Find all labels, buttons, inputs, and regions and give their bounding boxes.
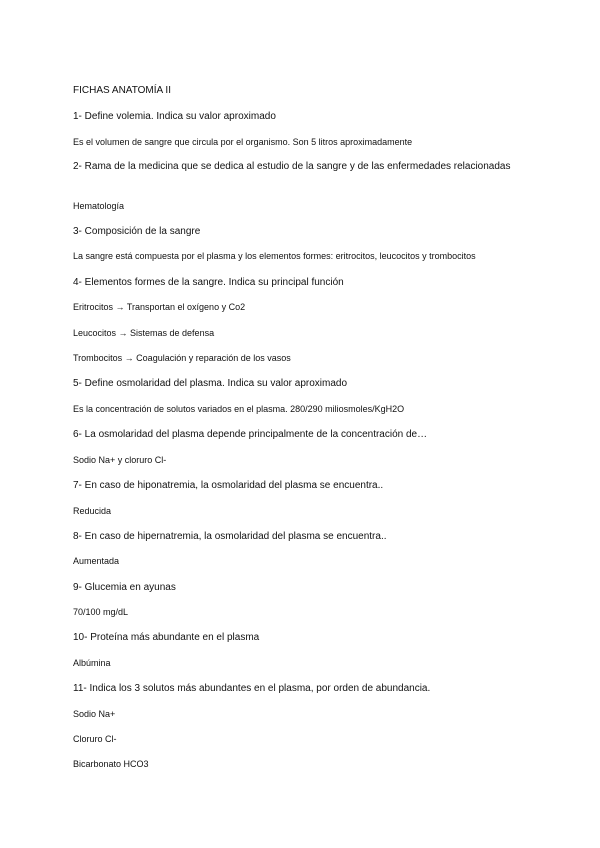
- question-9: 9- Glucemia en ayunas: [73, 582, 176, 593]
- answer-10: Albúmina: [73, 658, 111, 668]
- answer-6: Sodio Na+ y cloruro Cl-: [73, 455, 167, 465]
- question-8: 8- En caso de hipernatremia, la osmolaridad del plasma se encuentra..: [73, 531, 387, 542]
- answer-4-trombocitos: Trombocitos → Coagulación y reparación de los vasos: [73, 353, 291, 363]
- question-10: 10- Proteína más abundante en el plasma: [73, 632, 260, 643]
- question-7: 7- En caso de hiponatremia, la osmolaridad del plasma se encuentra..: [73, 480, 384, 491]
- document-title: FICHAS ANATOMÍA II: [73, 85, 171, 96]
- answer-11-cloruro: Cloruro Cl-: [73, 734, 117, 744]
- answer-11-bicarbonato: Bicarbonato HCO3: [73, 759, 149, 769]
- question-4: 4- Elementos formes de la sangre. Indica su principal función: [73, 277, 344, 288]
- answer-4-leucocitos: Leucocitos → Sistemas de defensa: [73, 328, 215, 338]
- answer-3: La sangre está compuesta por el plasma y los elementos formes: eritrocitos, leucocitos y trombocitos: [73, 251, 476, 261]
- answer-2: Hematología: [73, 201, 125, 211]
- answer-5: Es la concentración de solutos variados en el plasma. 280/290 miliosmoles/KgH2O: [73, 404, 405, 414]
- question-5: 5- Define osmolaridad del plasma. Indica su valor aproximado: [73, 378, 348, 389]
- answer-8: Aumentada: [73, 556, 120, 566]
- question-11: 11- Indica los 3 solutos más abundantes en el plasma, por orden de abundancia.: [73, 683, 431, 694]
- answer-1: Es el volumen de sangre que circula por el organismo. Son 5 litros aproximadamente: [73, 137, 413, 147]
- question-1: 1- Define volemia. Indica su valor aproximado: [73, 111, 276, 122]
- answer-11-sodio: Sodio Na+: [73, 709, 116, 719]
- question-3: 3- Composición de la sangre: [73, 226, 201, 237]
- question-2: 2- Rama de la medicina que se dedica al estudio de la sangre y de las enfermedades relacionadas: [73, 161, 511, 172]
- answer-7: Reducida: [73, 506, 112, 516]
- answer-9: 70/100 mg/dL: [73, 607, 129, 617]
- question-6: 6- La osmolaridad del plasma depende principalmente de la concentración de…: [73, 429, 428, 440]
- answer-4-eritrocitos: Eritrocitos → Transportan el oxígeno y Co2: [73, 302, 246, 312]
